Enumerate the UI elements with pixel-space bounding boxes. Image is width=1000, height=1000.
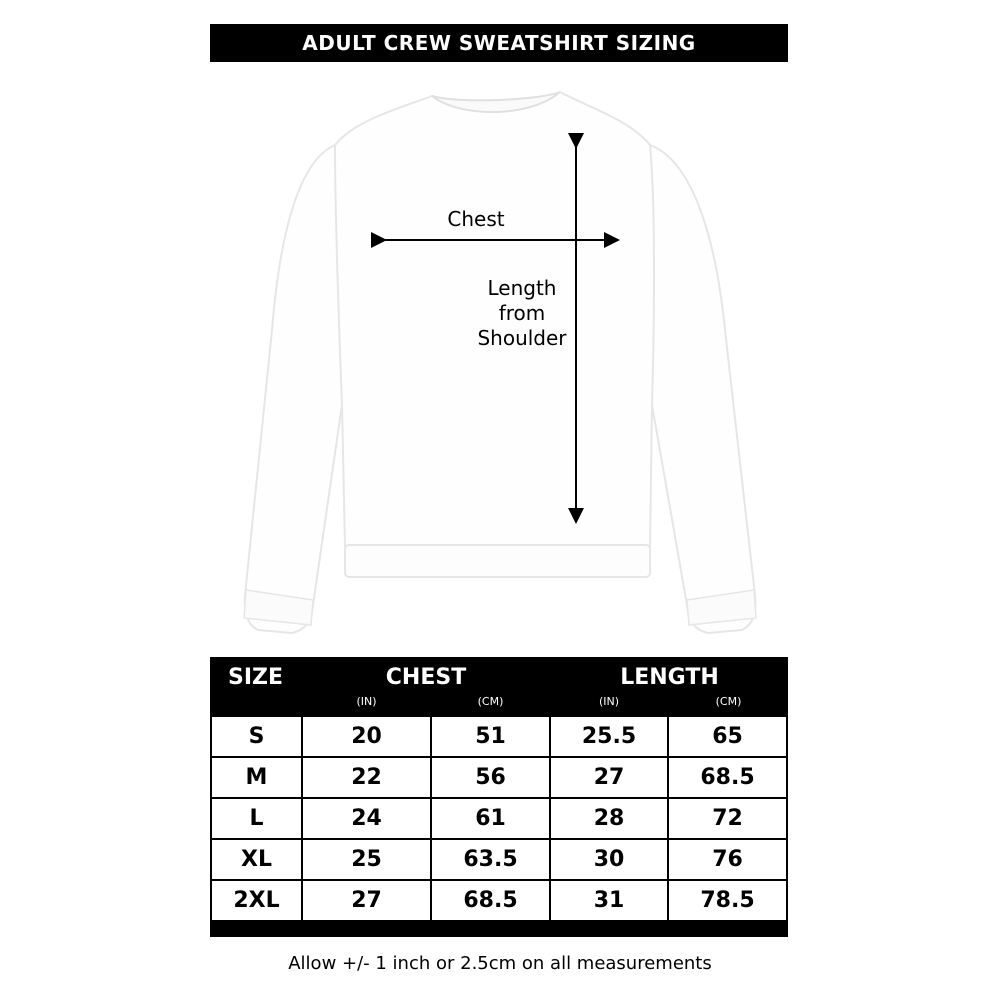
unit-label: (CM) xyxy=(715,695,742,708)
table-cell: 22 xyxy=(303,758,430,797)
size-cell: 2XL xyxy=(212,881,301,920)
table-cell: 27 xyxy=(303,881,430,920)
left-sleeve xyxy=(245,145,342,633)
waistband xyxy=(345,545,650,577)
size-cell: L xyxy=(212,799,301,838)
table-cell: 28 xyxy=(551,799,667,838)
length-label-line: from xyxy=(498,301,546,325)
page-title: ADULT CREW SWEATSHIRT SIZING xyxy=(210,24,788,62)
table-cell: 31 xyxy=(551,881,667,920)
unit-label: (IN) xyxy=(356,695,377,708)
table-cell: 68.5 xyxy=(669,758,786,797)
size-cell: XL xyxy=(212,840,301,879)
size-cell: S xyxy=(212,717,301,756)
chest-label: Chest xyxy=(447,207,505,231)
chest-column-header: CHEST xyxy=(385,665,467,690)
right-sleeve xyxy=(650,145,755,633)
length-column-header: LENGTH xyxy=(620,665,719,690)
size-chart-table xyxy=(210,657,788,937)
unit-label: (IN) xyxy=(598,695,620,708)
length-label-line: Shoulder xyxy=(477,326,567,350)
table-cell: 51 xyxy=(432,717,549,756)
table-cell: 30 xyxy=(551,840,667,879)
table-cell: 68.5 xyxy=(432,881,549,920)
length-label xyxy=(465,276,579,351)
table-cell: 27 xyxy=(551,758,667,797)
table-cell: 65 xyxy=(669,717,786,756)
table-cell: 25.5 xyxy=(551,717,667,756)
table-cell: 78.5 xyxy=(669,881,786,920)
table-cell: 63.5 xyxy=(432,840,549,879)
size-cell: M xyxy=(212,758,301,797)
unit-label: (CM) xyxy=(477,695,504,708)
table-cell: 20 xyxy=(303,717,430,756)
table-cell: 25 xyxy=(303,840,430,879)
table-cell: 24 xyxy=(303,799,430,838)
size-column-header: SIZE xyxy=(227,665,283,690)
table-cell: 76 xyxy=(669,840,786,879)
measurement-note: Allow +/- 1 inch or 2.5cm on all measurements xyxy=(288,953,712,974)
table-cell: 56 xyxy=(432,758,549,797)
table-cell: 61 xyxy=(432,799,549,838)
table-cell: 72 xyxy=(669,799,786,838)
length-label-line: Length xyxy=(487,276,557,300)
